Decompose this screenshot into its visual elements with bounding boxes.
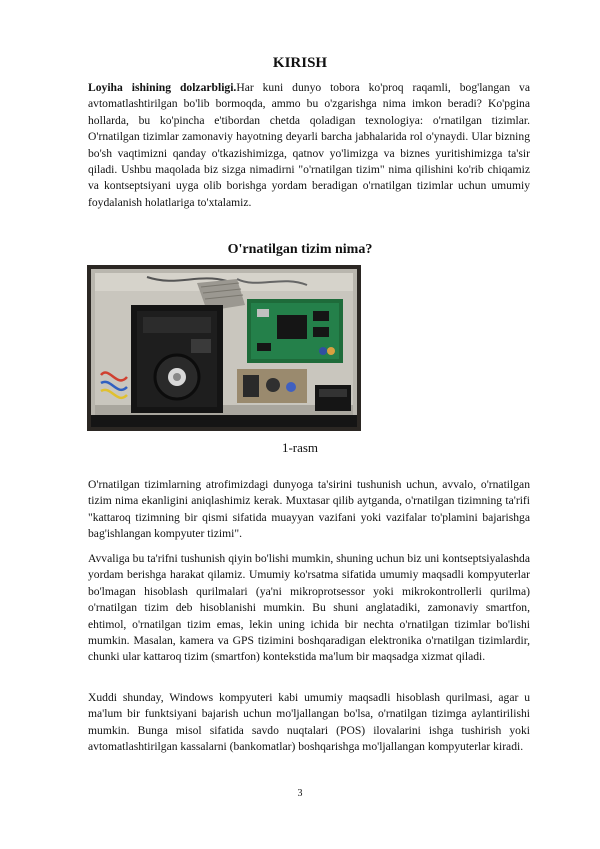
- paragraph-example: Xuddi shunday, Windows kompyuteri kabi umumiy maqsadli hisoblash qurilmasi, agar u ma'lum bir funktsiyani bajarish uchun mo'ljallangan bo'lsa, o'rnatilgan tizimga aylantirilishi mumkin. Bunga misol sifatida savdo nuqtalari (POS) ilovalarini ishga tushirish yoki avtomatlashtirilgan kassalarni (bankomatlar) boshqarishga mo'ljallangan kompyuterlar kiradi.: [88, 691, 530, 754]
- figure-caption: 1-rasm: [281, 440, 319, 455]
- intro-lead: Loyiha ishining dolzarbligi.: [88, 81, 237, 94]
- intro-text: Har kuni dunyo tobora ko'proq raqamli, bog'langan va avtomatlashtirilgan bo'lib bormoqda, ammo bu o'zgarishga nima imkon beradi? Ko'pgina hollarda, bu ko'pincha e'tibordan chetda qoladigan texnologiya: o'rnatilgan tizimlar. O'rnatilgan tizimlar zamonaviy hayotning deyarli barcha jabhalarida rol o'ynaydi. Ular bizning bo'sh vaqtimizni qanday o'tkazishimizga, qatnov yo'limizga va biznes yuritishimizga ta'sir qiladi. Ushbu maqolada biz sizga nimadirni "o'rnatilgan tizim" nima qilishini ko'rib chiqamiz va kontseptsiyani uyga olib borishga yordam beradigan o'rnatilgan tizimlar uchun umumiy foydalanish holatlariga to'xtalamiz.: [88, 81, 530, 209]
- paragraph-explanation: Avvaliga bu ta'rifni tushunish qiyin bo'lishi mumkin, shuning uchun biz uni kontseptsiyalashda yordam berishga harakat qilamiz. Umumiy ko'rsatma sifatida umumiy maqsadli kompyuterlar bo'lmagan hisoblash qurilmalari (ya'ni mikroprotsessor yoki mikrokontrollerli qurilma) o'rnatilgan tizim deb hisoblanishi mumkin. Bu shuni anglatadiki, zamonaviy smartfon, ehtimol, o'rnatilgan tizim emas, lekin uning ichida bir nechta o'rnatilgan tizimlar bo'lishi mumkin. Masalan, kamera va GPS tizimini boshqaradigan elektronika o'rnatilgan tizimlardir, chunki ular kattaroq tizim (smartfon) kontekstida ma'lum bir maqsadga xizmat qiladi.: [88, 552, 530, 664]
- page-number: 3: [297, 788, 303, 799]
- intro-paragraph: [88, 80, 530, 211]
- paragraph-definition: O'rnatilgan tizimlarning atrofimizdagi dunyoga ta'sirini tushunish uchun, avvalo, o'rnatilgan tizim nima ekanligini aniqlashimiz kerak. Muxtasar qilib aytganda, o'rnatilgan tizimning ta'rifi "kattaroq tizimning bir qismi sifatida muayyan vazifani yoki vazifalar to'plamini bajarishga bag'ishlangan kompyuter tizimi".: [88, 478, 530, 541]
- dvd-player-internals-photo: [87, 265, 361, 431]
- page-title: KIRISH: [272, 55, 328, 71]
- section-title: O'rnatilgan tizim nima?: [227, 242, 373, 257]
